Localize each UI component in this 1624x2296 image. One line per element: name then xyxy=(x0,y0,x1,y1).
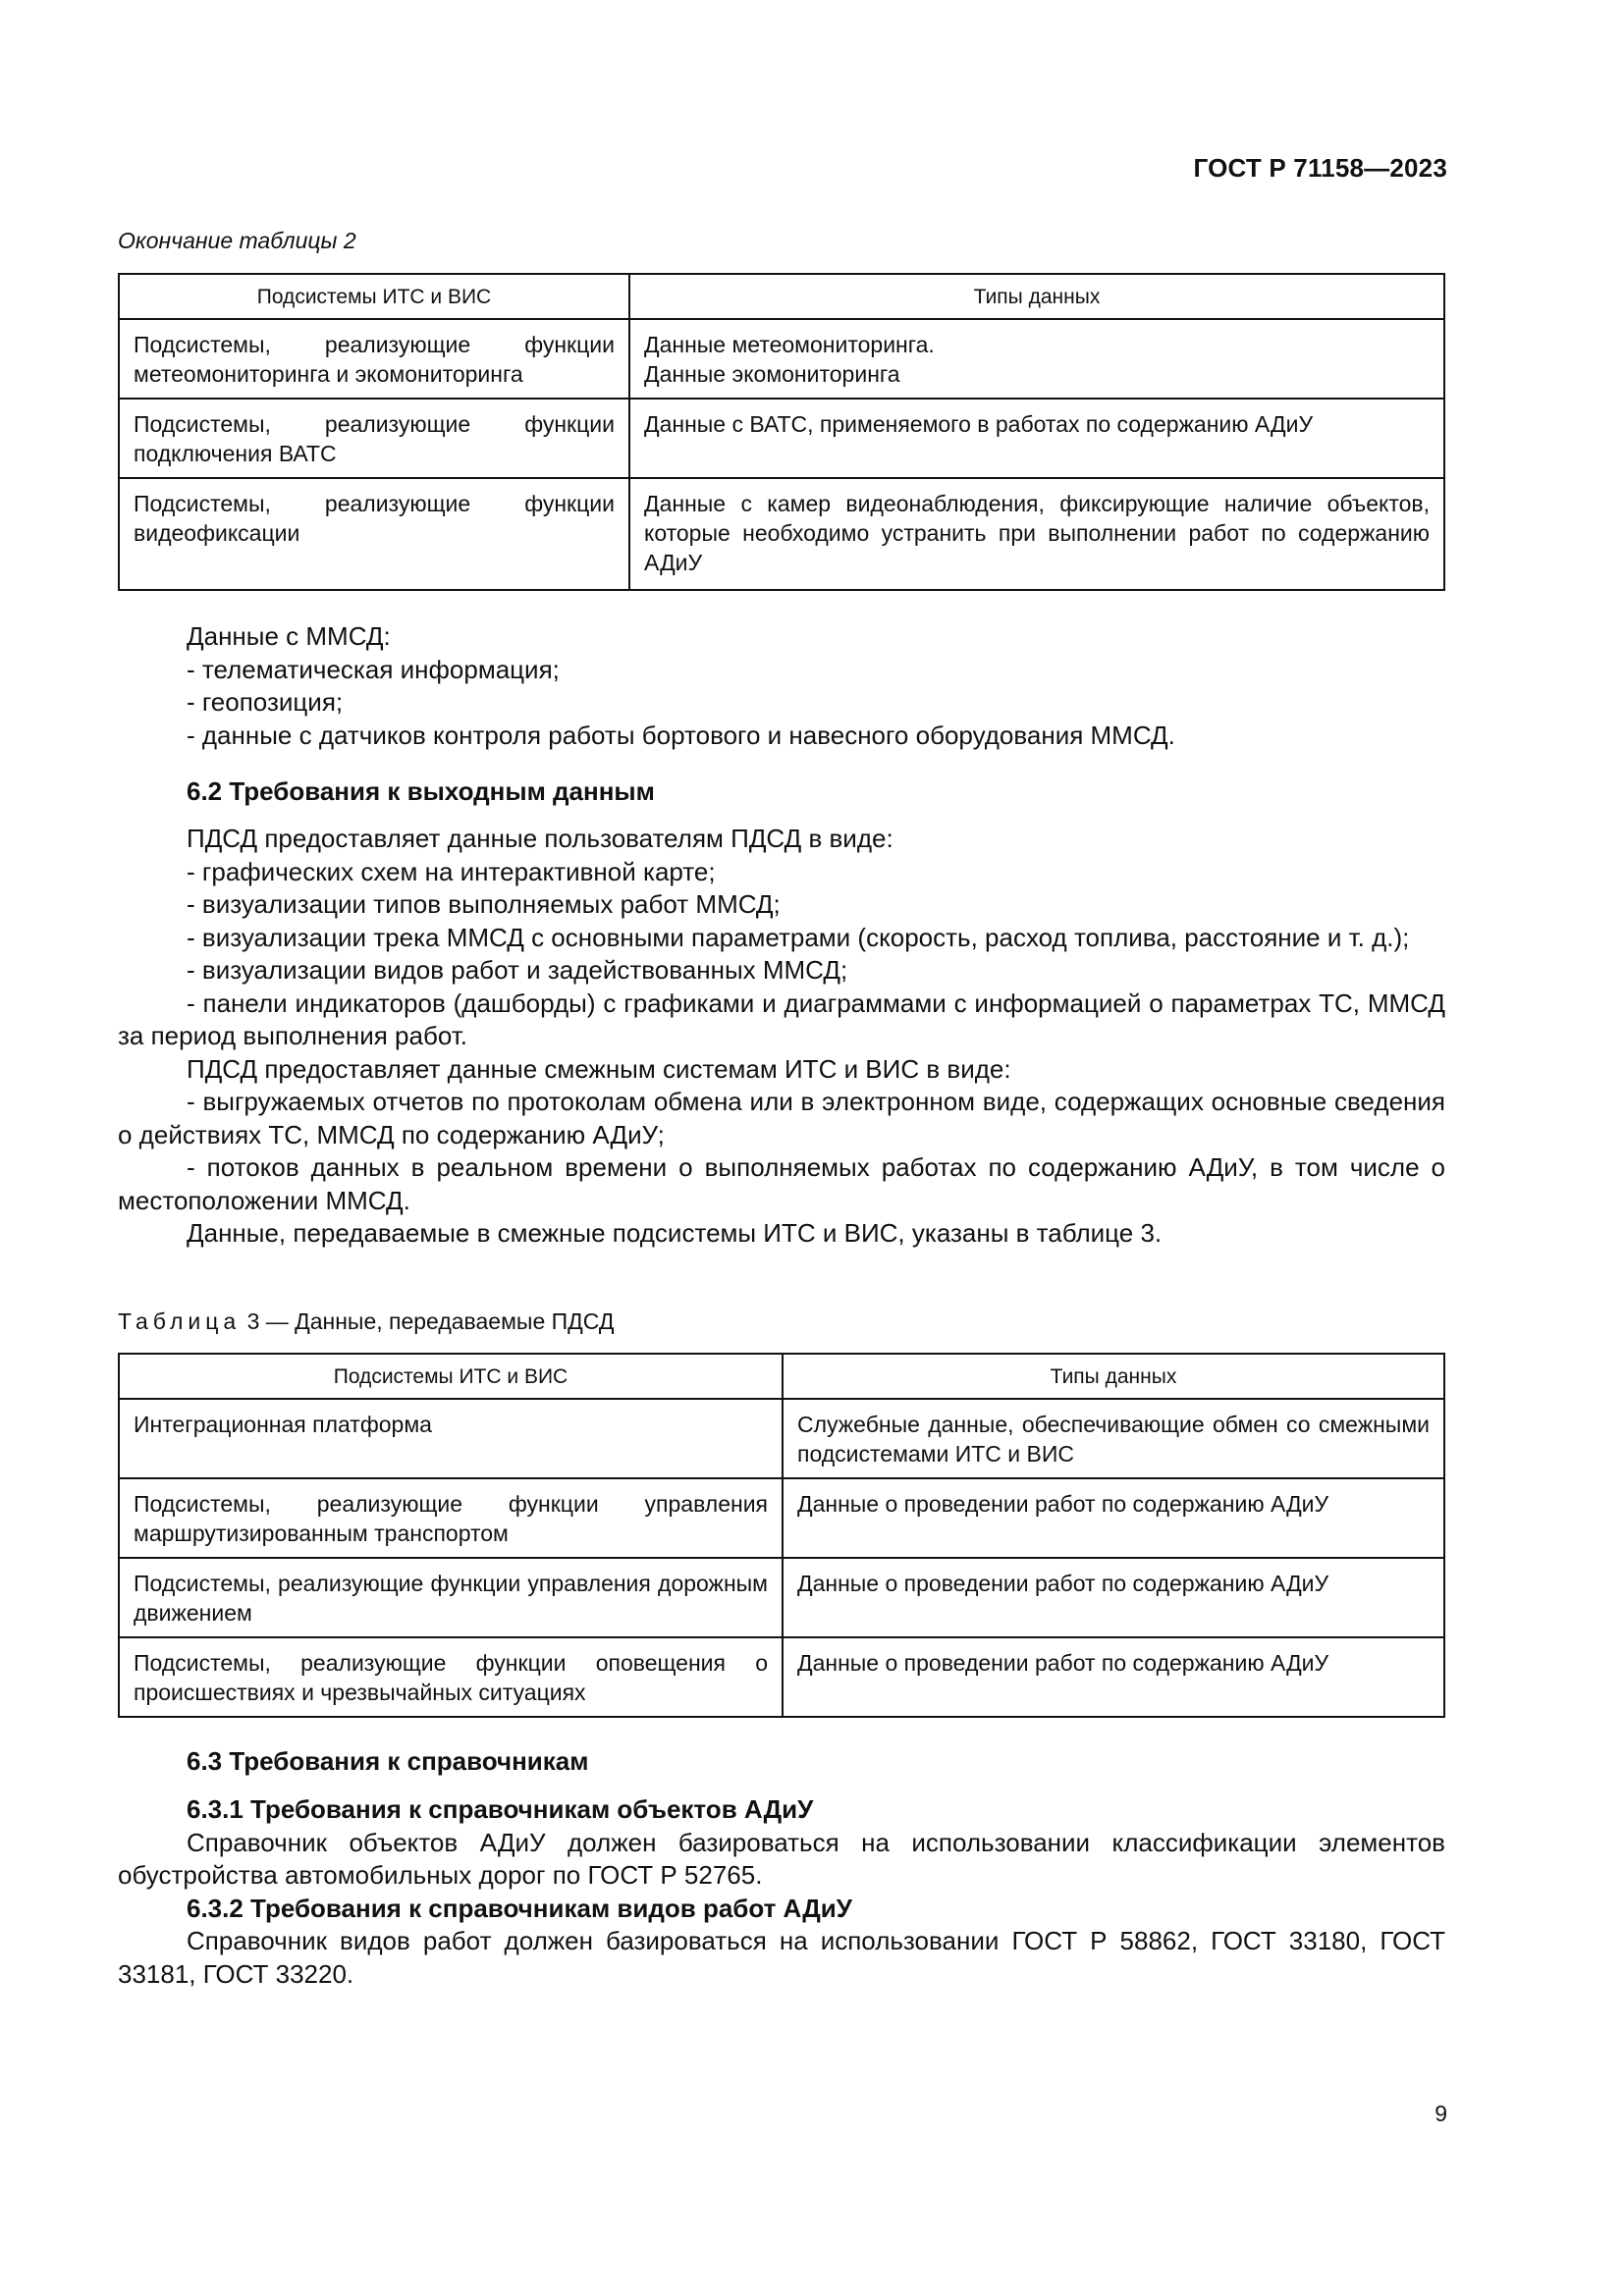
table-cell: Данные о проведении работ по содержанию АДиУ xyxy=(783,1478,1444,1558)
table-cell xyxy=(629,319,1444,399)
paragraph: Данные с ММСД: xyxy=(187,621,391,651)
table-cell: Данные с ВАТС, применяемого в работах по содержанию АДиУ xyxy=(629,399,1444,478)
table-header-row xyxy=(119,1354,1444,1399)
cell-line: Данные метеомониторинга. xyxy=(644,332,935,357)
section-6-3-body xyxy=(118,1793,1445,1991)
list-item: - визуализации типов выполняемых работ ММСД; xyxy=(187,889,781,919)
table-cell: Подсистемы, реализующие функции управления дорожным движением xyxy=(119,1558,783,1637)
table-cell: Служебные данные, обеспечивающие обмен со смежными подсистемами ИТС и ВИС xyxy=(783,1399,1444,1478)
list-item: - графических схем на интерактивной карте; xyxy=(187,856,716,886)
table-cell: Подсистемы, реализующие функции оповещения о происшествиях и чрезвычайных ситуациях xyxy=(119,1637,783,1717)
table-label: Таблица xyxy=(118,1308,242,1334)
list-item: - панели индикаторов (дашборды) с графиками и диаграммами с информацией о параметрах ТС, ММСД за период выполнения работ. xyxy=(118,988,1445,1050)
table-3-caption xyxy=(118,1308,614,1335)
table-row xyxy=(119,1399,1444,1478)
list-item: - телематическая информация; xyxy=(187,654,560,684)
paragraph: Справочник объектов АДиУ должен базироваться на использовании классификации элементов обустройства автомобильных дорог по ГОСТ Р 52765. xyxy=(118,1827,1445,1890)
column-header: Типы данных xyxy=(629,274,1444,319)
paragraph: ПДСД предоставляет данные пользователям ПДСД в виде: xyxy=(187,824,893,853)
paragraph: Справочник видов работ должен базироваться на использовании ГОСТ Р 58862, ГОСТ 33180, ГОСТ 33181, ГОСТ 33220. xyxy=(118,1926,1445,1989)
list-item: - потоков данных в реальном времени о выполняемых работах по содержанию АДиУ, в том числе о местоположении ММСД. xyxy=(118,1152,1445,1215)
table-cell: Подсистемы, реализующие функции подключения ВАТС xyxy=(119,399,629,478)
page-number: 9 xyxy=(1435,2101,1447,2126)
table-cell: Данные о проведении работ по содержанию АДиУ xyxy=(783,1637,1444,1717)
table-header-row xyxy=(119,274,1444,319)
list-item: - геопозиция; xyxy=(187,687,344,717)
section-6-3-heading-block xyxy=(118,1745,1445,1779)
list-item: - визуализации трека ММСД с основными параметрами (скорость, расход топлива, расстояние и т. д.); xyxy=(187,922,1410,952)
table-cell: Данные о проведении работ по содержанию АДиУ xyxy=(783,1558,1444,1637)
list-item: - визуализации видов работ и задействованных ММСД; xyxy=(187,955,848,985)
table-row xyxy=(119,1478,1444,1558)
table-cell: Подсистемы, реализующие функции метеомониторинга и экомониторинга xyxy=(119,319,629,399)
table-2 xyxy=(118,273,1445,591)
table-title: 3 — Данные, передаваемые ПДСД xyxy=(246,1308,615,1334)
list-item: - данные с датчиков контроля работы бортового и навесного оборудования ММСД. xyxy=(187,720,1175,750)
table-row xyxy=(119,478,1444,590)
subsection-heading: 6.3.2 Требования к справочникам видов работ АДиУ xyxy=(187,1893,852,1923)
list-item: - выгружаемых отчетов по протоколам обмена или в электронном виде, содержащих основные сведения о действиях ТС, ММСД по содержанию АДиУ; xyxy=(118,1087,1445,1149)
table-3 xyxy=(118,1353,1445,1718)
table-row xyxy=(119,399,1444,478)
section-6-2-heading-block xyxy=(118,775,1445,809)
table-2-continuation-caption: Окончание таблицы 2 xyxy=(118,228,356,253)
table-cell: Подсистемы, реализующие функции управления маршрутизированным транспортом xyxy=(119,1478,783,1558)
section-heading: 6.2 Требования к выходным данным xyxy=(187,776,655,806)
column-header: Подсистемы ИТС и ВИС xyxy=(119,1354,783,1399)
table-row xyxy=(119,1558,1444,1637)
column-header: Подсистемы ИТС и ВИС xyxy=(119,274,629,319)
paragraph: Данные, передаваемые в смежные подсистемы ИТС и ВИС, указаны в таблице 3. xyxy=(187,1218,1163,1248)
subsection-heading: 6.3.1 Требования к справочникам объектов АДиУ xyxy=(187,1794,814,1824)
section-heading: 6.3 Требования к справочникам xyxy=(187,1746,589,1776)
table-cell: Подсистемы, реализующие функции видеофиксации xyxy=(119,478,629,590)
table-cell: Интеграционная платформа xyxy=(119,1399,783,1478)
column-header: Типы данных xyxy=(783,1354,1444,1399)
table-cell: Данные с камер видеонаблюдения, фиксирующие наличие объектов, которые необходимо устранить при выполнении работ по содержанию АДиУ xyxy=(629,478,1444,590)
paragraph: ПДСД предоставляет данные смежным системам ИТС и ВИС в виде: xyxy=(187,1053,1011,1084)
section-6-2-body xyxy=(118,823,1445,1251)
mmsd-data-block xyxy=(118,620,1445,752)
cell-line: Данные экомониторинга xyxy=(644,361,900,387)
table-row xyxy=(119,1637,1444,1717)
standard-designation: ГОСТ Р 71158—2023 xyxy=(1193,153,1447,183)
table-row xyxy=(119,319,1444,399)
